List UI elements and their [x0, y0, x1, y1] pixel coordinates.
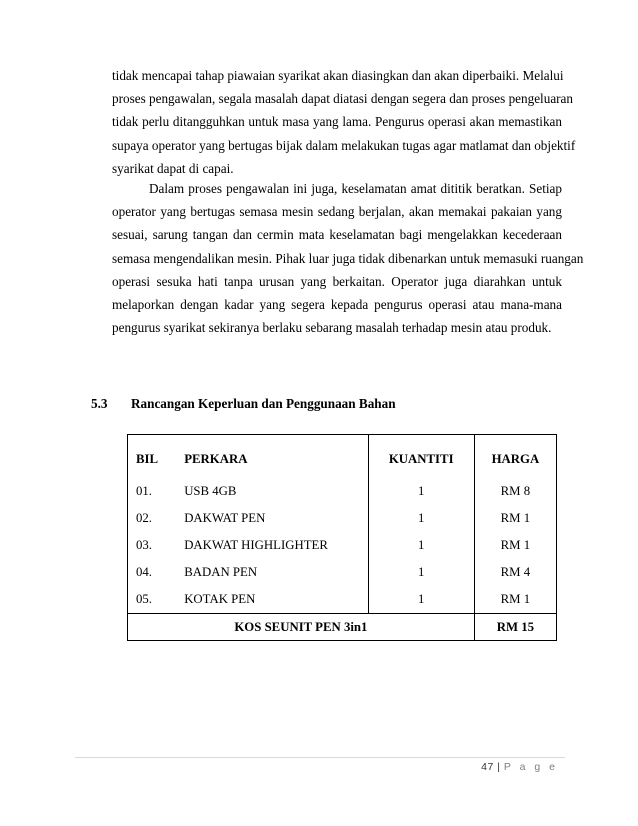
- paragraph-line: semasa mengendalikan mesin. Pihak luar juga tidak dibenarkan untuk memasuki ruangan: [112, 250, 584, 266]
- cell-qty: 1: [368, 532, 474, 559]
- table-row: [128, 559, 557, 586]
- section-number: 5.3: [91, 396, 108, 411]
- paragraph-line: Dalam proses pengawalan ini juga, keselamatan amat dititik beratkan. Setiap: [149, 181, 562, 196]
- cell-price: RM 1: [474, 532, 556, 559]
- section-heading: [91, 396, 396, 412]
- cell-price: RM 1: [474, 586, 556, 614]
- paragraph-line: melaporkan dengan kadar yang segera kepada pengurus operasi atau mana-mana: [112, 297, 562, 313]
- cell-item: BADAN PEN: [184, 565, 258, 579]
- table-row: [128, 586, 557, 614]
- total-label: KOS SEUNIT PEN 3in1: [128, 614, 475, 641]
- total-price: RM 15: [474, 614, 556, 641]
- table-row: [128, 478, 557, 505]
- header-qty: KUANTITI: [368, 435, 474, 479]
- footer-divider: [75, 757, 565, 758]
- cell-qty: 1: [368, 478, 474, 505]
- cell-bil: 03.: [136, 538, 152, 552]
- header-bil: BIL: [136, 452, 159, 466]
- header-item: PERKARA: [184, 452, 248, 466]
- cell-bil: 05.: [136, 592, 152, 606]
- cell-qty: 1: [368, 505, 474, 532]
- table-total-row: [128, 614, 557, 641]
- header-price: HARGA: [474, 435, 556, 479]
- paragraph-2: [112, 177, 584, 339]
- paragraph-1: [112, 64, 576, 180]
- cell-price: RM 4: [474, 559, 556, 586]
- cell-bil: 04.: [136, 565, 152, 579]
- paragraph-line: tidak mencapai tahap piawaian syarikat akan diasingkan dan akan diperbaiki. Melalui: [112, 68, 564, 83]
- paragraph-line: supaya operator yang bertugas bijak dalam melakukan tugas agar matlamat dan objektif: [112, 137, 576, 153]
- cell-qty: 1: [368, 586, 474, 614]
- cell-bil: 02.: [136, 511, 152, 525]
- paragraph-line: pengurus syarikat sekiranya berlaku sebarang masalah terhadap mesin atau produk.: [112, 320, 552, 336]
- table-row: [128, 532, 557, 559]
- footer-separator: |: [497, 761, 501, 773]
- paragraph-line: proses pengawalan, segala masalah dapat diatasi dengan segera dan proses pengeluaran: [112, 91, 574, 107]
- page-footer: [481, 761, 558, 773]
- table-header-row: [128, 435, 557, 479]
- paragraph-line: operasi sesuka hati tanpa urusan yang berkaitan. Operator juga diarahkan untuk: [112, 273, 562, 289]
- page-number: 47: [481, 761, 494, 773]
- cell-item: DAKWAT HIGHLIGHTER: [184, 538, 328, 552]
- cell-item: USB 4GB: [184, 484, 237, 498]
- cell-item: KOTAK PEN: [184, 592, 256, 606]
- paragraph-line: operator yang bertugas semasa mesin sedang berjalan, akan memakai pakaian yang: [112, 204, 562, 220]
- paragraph-line: tidak perlu ditangguhkan untuk masa yang lama. Pengurus operasi akan memastikan: [112, 114, 562, 130]
- table-row: [128, 505, 557, 532]
- page-label: P a g e: [503, 761, 558, 773]
- cell-item: DAKWAT PEN: [184, 511, 266, 525]
- cell-bil: 01.: [136, 484, 152, 498]
- cell-qty: 1: [368, 559, 474, 586]
- materials-table: [127, 434, 557, 641]
- paragraph-line: sesuai, sarung tangan dan cermin mata keselamatan bagi mengelakkan kecederaan: [112, 227, 562, 243]
- cell-price: RM 1: [474, 505, 556, 532]
- paragraph-line: syarikat dapat di capai.: [112, 160, 234, 176]
- section-title: Rancangan Keperluan dan Penggunaan Bahan: [131, 396, 396, 411]
- cell-price: RM 8: [474, 478, 556, 505]
